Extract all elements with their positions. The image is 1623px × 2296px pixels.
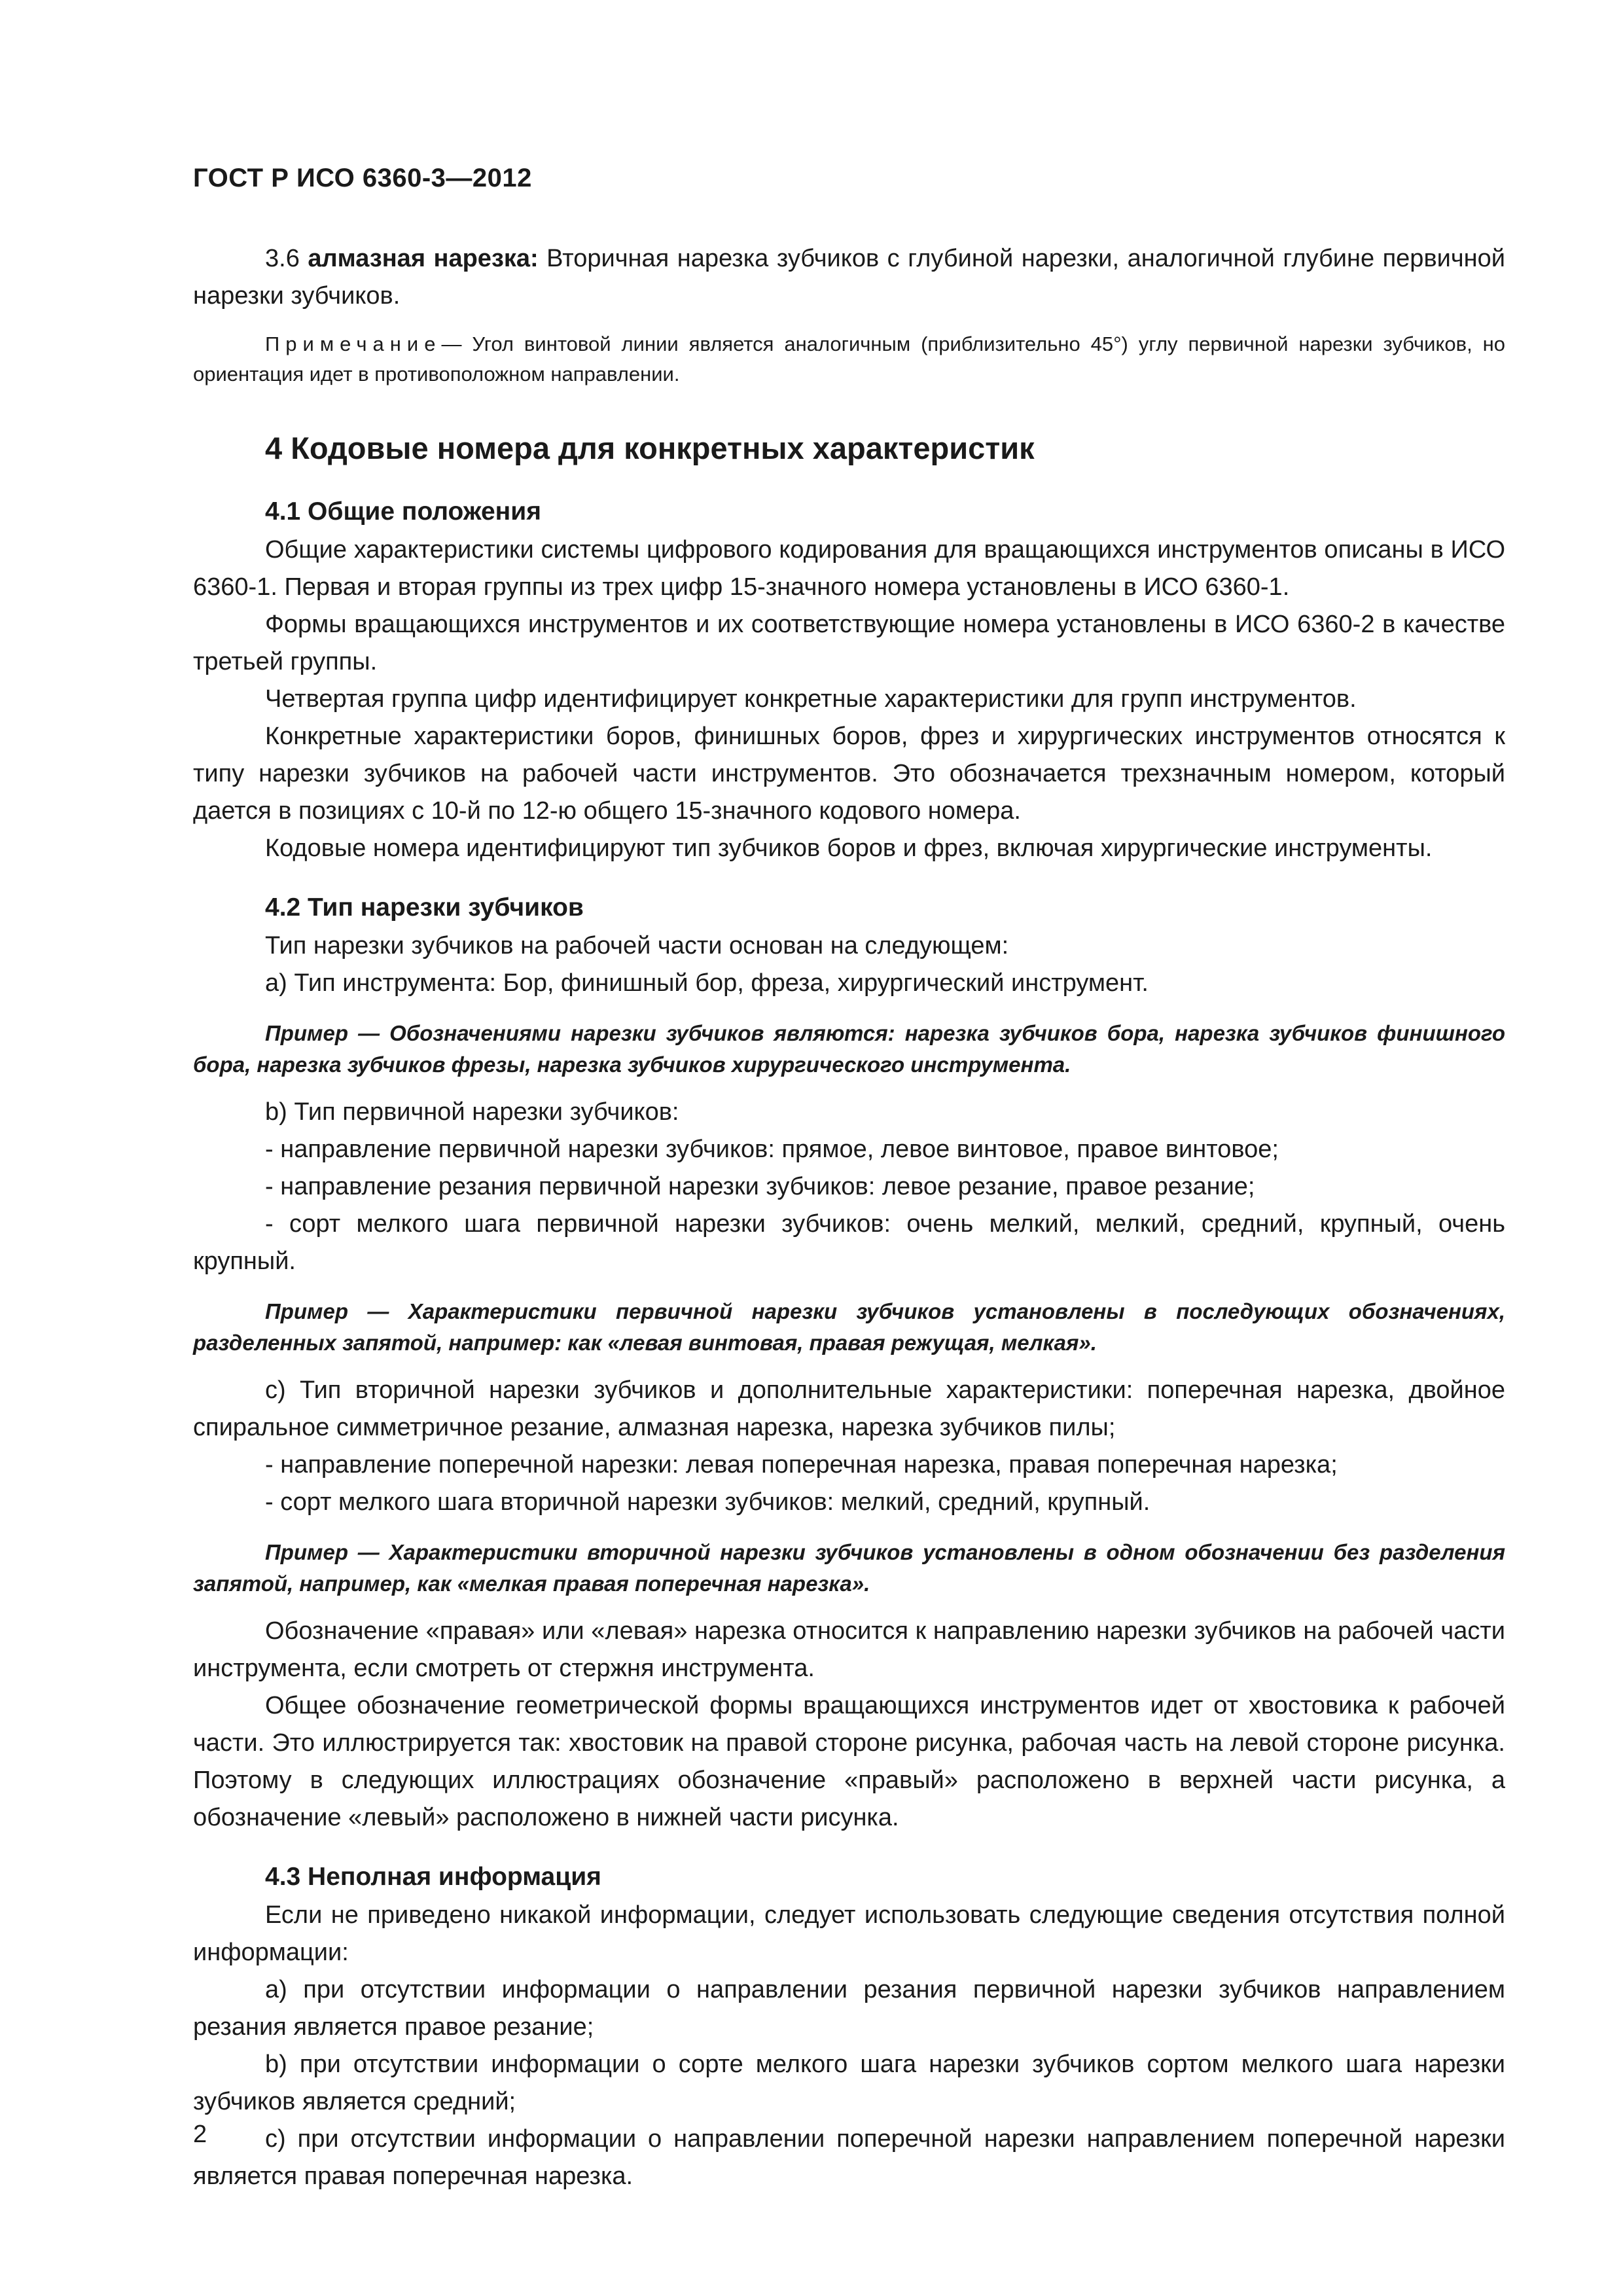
list-item: c) при отсутствии информации о направлении поперечной нарезки направлением поперечной нарезки является правая поперечная нарезка. [193,2125,1505,2190]
paragraph: Обозначение «правая» или «левая» нарезка относится к направлению нарезки зубчиков на рабочей части инструмента, если смотреть от стержня инструмента. [193,1617,1505,1682]
section-4-heading: 4 Кодовые номера для конкретных характеристик [265,431,1035,465]
definition-term: алмазная нарезка: [308,245,539,272]
definition-text: Вторичная нарезка зубчиков с глубиной нарезки, аналогичной глубине первичной нарезки зубчиков. [193,245,1506,310]
paragraph: Тип нарезки зубчиков на рабочей части основан на следующем: [265,932,1009,960]
paragraph: Формы вращающихся инструментов и их соответствующие номера установлены в ИСО 6360-2 в качестве третьей группы. [193,611,1505,675]
paragraph: Общие характеристики системы цифрового кодирования для вращающихся инструментов описаны в ИСО 6360-1. Первая и вторая группы из трех цифр 15-значного номера установлены в ИСО 6360-1. [193,536,1505,601]
list-item-c: c) Тип вторичной нарезки зубчиков и дополнительные характеристики: поперечная нарезка, двойное спиральное симметричное резание, алмазная нарезка, нарезка зубчиков пилы; [193,1376,1505,1441]
note-3-6 [193,329,1505,389]
note-text: — Угол винтовой линии является аналогичным (приблизительно 45°) углу первичной нарезки зубчиков, но ориентация идет в противоположном направлении. [193,332,1505,386]
list-item-a: a) Тип инструмента: Бор, финишный бор, фреза, хирургический инструмент. [265,969,1149,997]
paragraph: Общее обозначение геометрической формы вращающихся инструментов идет от хвостовика к рабочей части. Это иллюстрируется так: хвостовик на правой стороне рисунка, рабочая часть на левой стороне рисунка. Поэтому в следующих иллюстрациях обозначение «правый» расположено в верхней части рисунка, а обозначение «левый» расположено в нижней части рисунка. [193,1692,1505,1831]
example-b: Пример — Характеристики первичной нарезки зубчиков установлены в последующих обозначениях, разделенных запятой, например: как «левая винтовая, правая режущая, мелкая». [193,1299,1505,1355]
list-item: a) при отсутствии информации о направлении резания первичной нарезки зубчиков направлением резания является правое резание; [193,1976,1505,2041]
paragraph: Четвертая группа цифр идентифицирует конкретные характеристики для групп инструментов. [265,685,1357,713]
sub-list-item: - направление поперечной нарезки: левая поперечная нарезка, правая поперечная нарезка; [265,1451,1338,1479]
paragraph: Конкретные характеристики боров, финишных боров, фрез и хирургических инструментов относятся к типу нарезки зубчиков на рабочей части инструментов. Это обозначается трехзначным номером, который дается в позициях с 10-й по 12-ю общего 15-значного кодового номера. [193,723,1505,825]
section-4-3-heading: 4.3 Неполная информация [265,1863,601,1891]
section-4-2-heading: 4.2 Тип нарезки зубчиков [265,893,584,922]
sub-list-item: - направление резания первичной нарезки зубчиков: левое резание, правое резание; [265,1173,1255,1200]
sub-list-item: - направление первичной нарезки зубчиков: прямое, левое винтовое, правое винтовое; [265,1136,1279,1163]
section-4-1-heading: 4.1 Общие положения [265,497,541,526]
page-number: 2 [193,2121,207,2148]
example-c: Пример — Характеристики вторичной нарезки зубчиков установлены в одном обозначении без разделения запятой, например, как «мелкая правая поперечная нарезка». [193,1540,1505,1596]
list-item-b: b) Тип первичной нарезки зубчиков: [265,1098,679,1126]
sub-list-item: - сорт мелкого шага вторичной нарезки зубчиков: мелкий, средний, крупный. [265,1488,1150,1516]
paragraph: Если не приведено никакой информации, следует использовать следующие сведения отсутствия полной информации: [193,1901,1505,1966]
sub-list-item: - сорт мелкого шага первичной нарезки зубчиков: очень мелкий, мелкий, средний, крупный, очень крупный. [193,1210,1505,1275]
example-a: Пример — Обозначениями нарезки зубчиков являются: нарезка зубчиков бора, нарезка зубчиков финишного бора, нарезка зубчиков фрезы, нарезка зубчиков хирургического инструмента. [193,1021,1505,1077]
definition-number: 3.6 [265,245,300,272]
definition-3-6 [193,240,1505,315]
note-label: Примечание [265,332,442,355]
document-page [193,164,1505,2225]
paragraph: Кодовые номера идентифицируют тип зубчиков боров и фрез, включая хирургические инструменты. [265,834,1433,862]
document-header: ГОСТ Р ИСО 6360-3—2012 [193,164,532,192]
list-item: b) при отсутствии информации о сорте мелкого шага нарезки зубчиков сортом мелкого шага нарезки зубчиков является средний; [193,2051,1505,2115]
